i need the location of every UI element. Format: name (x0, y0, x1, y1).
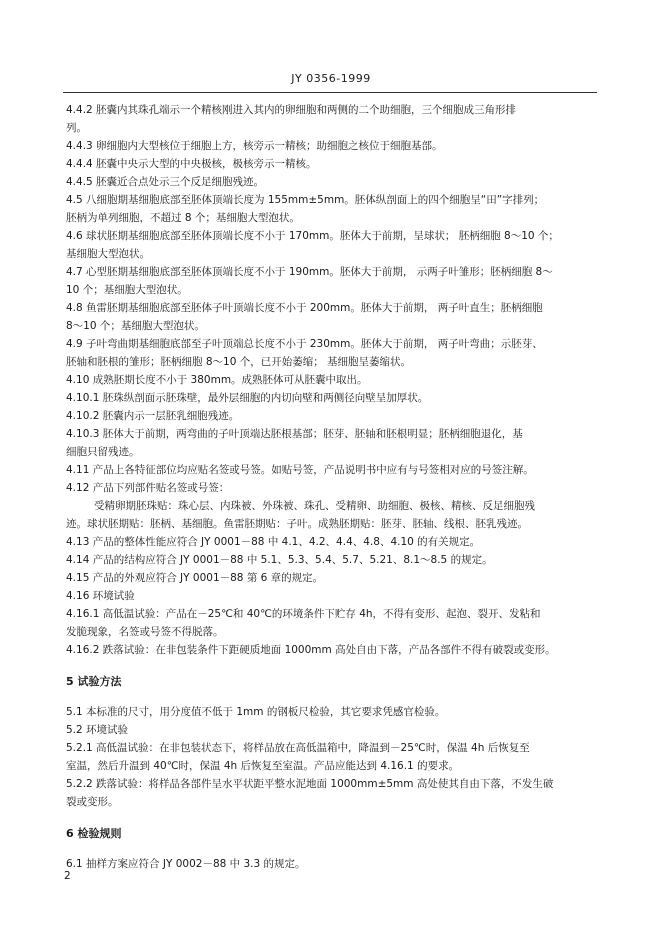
clause-4-12-body-cont: 迹。球状胚期贴：胚柄、基细胞。鱼雷胚期贴：子叶。成熟胚期贴：胚芽、胚轴、线根、胚乳残迹。 (66, 518, 528, 530)
clause-4-11: 4.11 产品上各特征部位均应贴名签或号签。如贴号签，产品说明书中应有与号签相对应的号签注解。 (66, 464, 534, 476)
clause-4-6-cont: 基细胞大型泡状。 (66, 248, 150, 260)
clause-4-10-3-cont: 细胞只留残迹。 (66, 446, 140, 458)
clause-4-4-4: 4.4.4 胚囊中央示大型的中央极核，极核旁示一精核。 (66, 158, 317, 170)
clause-4-9: 4.9 子叶弯曲期基细胞底部至子叶顶端总长度不小于 230mm。胚体大于前期， 两子叶弯曲；示胚芽、 (66, 338, 543, 350)
page-number: 2 (64, 870, 71, 882)
clause-4-12-body: 受精卵期胚珠贴：珠心层、内珠被、外珠被、珠孔、受精卵、助细胞、极核、精核、反足细胞残 (94, 500, 535, 512)
clause-4-8: 4.8 鱼雷胚期基细胞底部至胚体子叶顶端长度不小于 200mm。胚体大于前期， 两子叶直生；胚柄细胞 (66, 302, 543, 314)
header-rule (63, 92, 597, 93)
clause-4-9-cont: 胚轴和胚根的雏形；胚柄细胞 8～10 个，已开始萎缩； 基细胞呈萎缩状。 (66, 356, 412, 368)
clause-4-15: 4.15 产品的外观应符合 JY 0001－88 第 6 章的规定。 (66, 572, 324, 584)
clause-5-2: 5.2 环境试验 (66, 724, 129, 736)
clause-4-4-5: 4.4.5 胚囊近合点处示三个反足细胞残迹。 (66, 176, 265, 188)
clause-5-1: 5.1 本标准的尺寸，用分度值不低于 1mm 的钢板尺检验，其它要求凭感官检验。 (66, 706, 446, 718)
clause-4-14: 4.14 产品的结构应符合 JY 0001－88 中 5.1、5.3、5.4、5.7、5.21、8.1～8.5 的规定。 (66, 554, 493, 566)
clause-4-7-cont: 10 个；基细胞大型泡状。 (66, 284, 188, 296)
clause-4-10-3: 4.10.3 胚体大于前期，两弯曲的子叶顶端达胚根基部；胚芽、胚轴和胚根明显；胚柄细胞退化，基 (66, 428, 523, 440)
clause-4-10: 4.10 成熟胚期长度不小于 380mm。成熟胚体可从胚囊中取出。 (66, 374, 368, 386)
clause-4-4-2: 4.4.2 胚囊内其珠孔端示一个精核刚进入其内的卵细胞和两侧的二个助细胞，三个细胞成三角形排 (66, 104, 517, 116)
clause-6-1: 6.1 抽样方案应符合 JY 0002－88 中 3.3 的规定。 (66, 858, 306, 870)
clause-4-10-2: 4.10.2 胚囊内示一层胚乳细胞残迹。 (66, 410, 240, 422)
clause-4-4-2-cont: 列。 (66, 122, 87, 134)
standard-code: JY 0356-1999 (291, 72, 371, 85)
section-6-heading: 6 检验规则 (66, 827, 122, 840)
clause-4-16-1-cont: 发脆现象，名签或号签不得脱落。 (66, 626, 224, 638)
clause-4-13: 4.13 产品的整体性能应符合 JY 0001－88 中 4.1、4.2、4.4、4.8、4.10 的有关规定。 (66, 536, 481, 548)
clause-4-4-3: 4.4.3 卵细胞内大型核位于细胞上方，核旁示一精核；助细胞之核位于细胞基部。 (66, 140, 443, 152)
clause-4-6: 4.6 球状胚期基细胞底部至胚体顶端长度不小于 170mm。胚体大于前期，呈球状； 胚柄细胞 8～10 个； (66, 230, 559, 242)
clause-4-7: 4.7 心型胚期基细胞底部至胚体顶端长度不小于 190mm。胚体大于前期， 示两子叶雏形；胚柄细胞 8～ (66, 266, 553, 278)
clause-4-16: 4.16 环境试验 (66, 590, 135, 602)
clause-4-10-1: 4.10.1 胚珠纵剖面示胚珠壁，最外层细胞的内切向壁和两侧径向壁呈加厚状。 (66, 392, 429, 404)
clause-4-16-2: 4.16.2 跌落试验：在非包装条件下距硬质地面 1000mm 高处自由下落，产品各部件不得有破裂或变形。 (66, 644, 556, 656)
clause-5-2-1-cont: 室温，然后升温到 40℃时，保温 4h 后恢复至室温。产品应能达到 4.16.1 的要求。 (66, 760, 460, 772)
clause-4-16-1: 4.16.1 高低温试验：产品在－25℃和 40℃的环境条件下贮存 4h，不得有变形、起泡、裂开、发粘和 (66, 608, 541, 620)
clause-4-12: 4.12 产品下列部件贴名签或号签： (66, 482, 230, 494)
clause-4-8-cont: 8～10 个；基细胞大型泡状。 (66, 320, 205, 332)
clause-4-5-cont: 胚柄为单列细胞，不超过 8 个；基细胞大型泡状。 (66, 212, 300, 224)
document-body (66, 101, 594, 873)
section-5-heading: 5 试验方法 (66, 675, 122, 688)
clause-5-2-1: 5.2.1 高低温试验：在非包装状态下，将样品放在高低温箱中，降温到－25℃时，保温 4h 后恢复至 (66, 742, 530, 754)
clause-5-2-2: 5.2.2 跌落试验：将样品各部件呈水平状距平整水泥地面 1000mm±5mm 高处使其自由下落，不发生破 (66, 778, 554, 790)
clause-5-2-2-cont: 裂或变形。 (66, 796, 119, 808)
clause-4-5: 4.5 八细胞期基细胞底部至胚体顶端长度为 155mm±5mm。胚体纵剖面上的四个细胞呈“田”字排列； (66, 194, 545, 206)
